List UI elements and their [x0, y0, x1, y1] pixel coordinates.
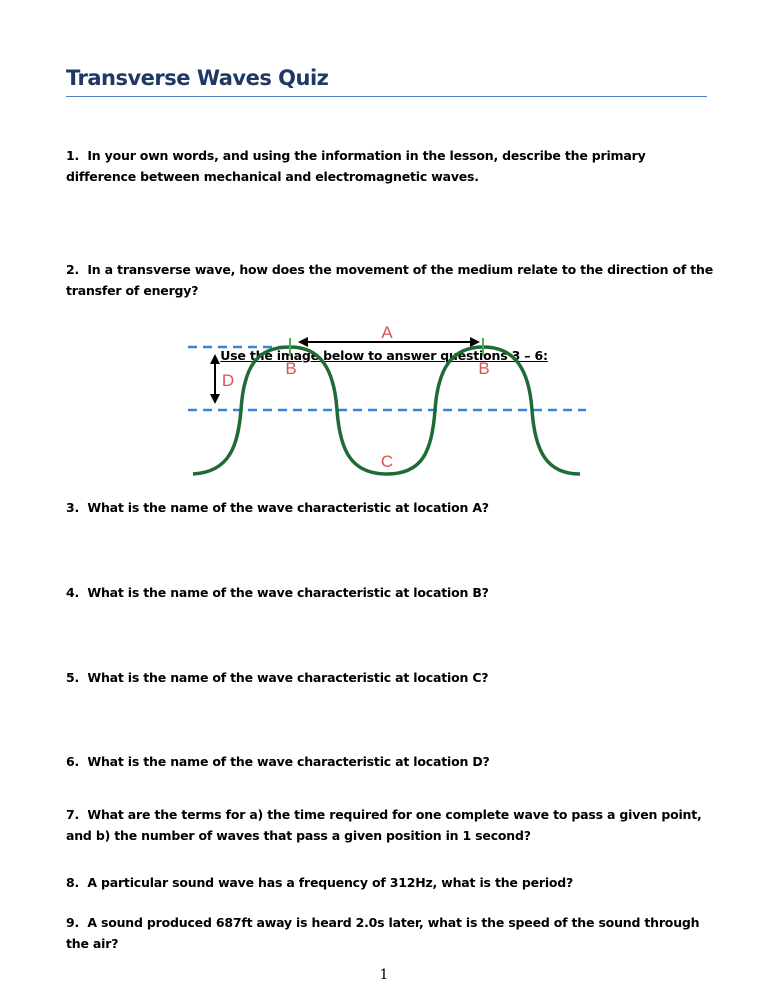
question-7: 7. What are the terms for a) the time required for one complete wave to pass a given point, and b) the number of waves that pass a given position in 1 second?	[66, 807, 702, 843]
label-c: C	[380, 452, 394, 471]
question-1: 1. In your own words, and using the information in the lesson, describe the primary difference between mechanical and electromagnetic waves.	[66, 148, 646, 184]
page-title: Transverse Waves Quiz	[66, 66, 329, 90]
question-8: 8. A particular sound wave has a frequency of 312Hz, what is the period?	[66, 875, 574, 890]
question-6: 6. What is the name of the wave characteristic at location D?	[66, 754, 490, 769]
diagram-instruction: Use the image below to answer questions 3 – 6:	[220, 348, 548, 363]
label-b-1: B	[285, 359, 297, 378]
question-9: 9. A sound produced 687ft away is heard 2.0s later, what is the speed of the sound through the air?	[66, 915, 700, 951]
label-a: A	[381, 323, 393, 342]
label-b-2: B	[478, 359, 490, 378]
question-2: 2. In a transverse wave, how does the movement of the medium relate to the direction of the transfer of energy?	[66, 262, 713, 298]
label-d: D	[221, 371, 235, 390]
question-5: 5. What is the name of the wave characteristic at location C?	[66, 670, 489, 685]
question-4: 4. What is the name of the wave characteristic at location B?	[66, 585, 489, 600]
page-number: 1	[379, 967, 389, 983]
question-3: 3. What is the name of the wave characteristic at location A?	[66, 500, 489, 515]
amplitude-arrow	[210, 354, 220, 404]
